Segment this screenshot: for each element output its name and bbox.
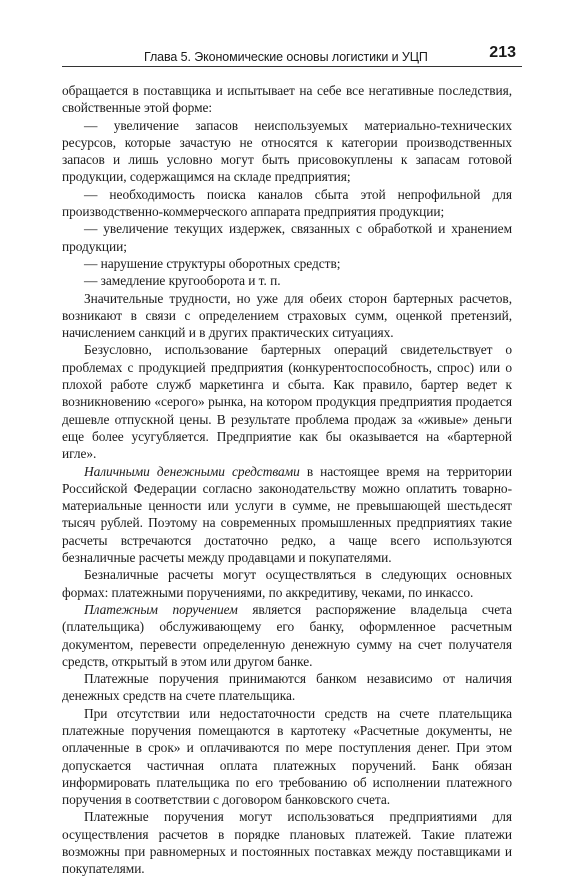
page-body — [62, 82, 512, 878]
chapter-title: Глава 5. Экономические основы логистики и УЦП — [144, 50, 428, 64]
list-item: — замедление кругооборота и т. п. — [84, 273, 281, 289]
paragraph: Значительные трудности, но уже для обеих сторон бартерных расчетов, возникают в связи с определением страховых сумм, оценкой претензий, начислением санкций и в других практических ситуациях. — [62, 290, 512, 341]
paragraph: При отсутствии или недостаточности средств на счете плательщика платежные поручения помещаются в картотеку «Расчетные документы, не оплаченные в срок» и оплачиваются по мере поступления денег. При этом допускается частичная оплата платежных поручений. Банк обязан информировать плательщика по его требованию об исполнении платежного поручения в соответствии с договором банковского счета. — [62, 705, 512, 808]
paragraph: обращается в поставщика и испытывает на себе все негативные последствия, свойственные этой форме: — [62, 83, 512, 116]
paragraph: Наличными денежными средствами в настоящее время на территории Российской Федерации согласно законодательству можно оплатить товарно-материальные ценности или услуги в сумме, не превышающей шестьдесят тысяч рублей. Поэтому на современных промышленных предприятиях такие расчеты встречаются достаточно редко, а чаще всего используются безналичные расчеты между продавцами и покупателями. — [62, 463, 512, 566]
list-item: — увеличение текущих издержек, связанных с обработкой и хранением продукции; — [62, 221, 512, 254]
paragraph: Безусловно, использование бартерных операций свидетельствует о проблемах с продукцией предприятия (конкурентоспособность, спрос) или о плохой работе служб маркетинга и сбыта. Как правило, бартер ведет к возникновению «серого» рынка, на котором продукция предприятия продается дешевле отпускной цены. В результате проблема продаж за «живые» деньги еще более усугубляется. Предприятие как бы оказывается на «бартерной игле». — [62, 342, 512, 462]
paragraph: Платежные поручения могут использоваться предприятиями для осуществления расчетов в порядке плановых платежей. Такие платежи возможны при равномерных и постоянных поставках между поставщиками и покупателями. — [62, 809, 512, 877]
term-italic: Наличными денежными средствами — [84, 463, 300, 479]
list-item: — необходимость поиска каналов сбыта этой непрофильной для производственно-коммерческого аппарата предприятия продукции; — [62, 186, 512, 220]
header-rule — [62, 66, 522, 67]
paragraph: Платежные поручения принимаются банком независимо от наличия денежных средств на счете плательщика. — [62, 671, 512, 704]
term-italic: Платежным поручением — [84, 601, 238, 617]
paragraph: Безналичные расчеты могут осуществляться в следующих основных формах: платежными поручениями, по аккредитиву, чеками, по инкассо. — [62, 567, 512, 600]
list-item: — нарушение структуры оборотных средств; — [84, 255, 341, 271]
list-item: — увеличение запасов неиспользуемых материально-технических ресурсов, которые зачастую не относятся к категории производственных запасов и лишь условно могут быть присовокуплены к запасам готовой продукции, содержащимся на складе предприятия; — [62, 117, 512, 185]
running-header — [62, 40, 522, 70]
paragraph: Платежным поручением является распоряжение владельца счета (плательщика) обслуживающему его банку, оформленное расчетным документом, перевести определенную денежную сумму на счет получателя средств, открытый в этом или другом банке. — [62, 601, 512, 669]
page-number: 213 — [489, 44, 516, 61]
